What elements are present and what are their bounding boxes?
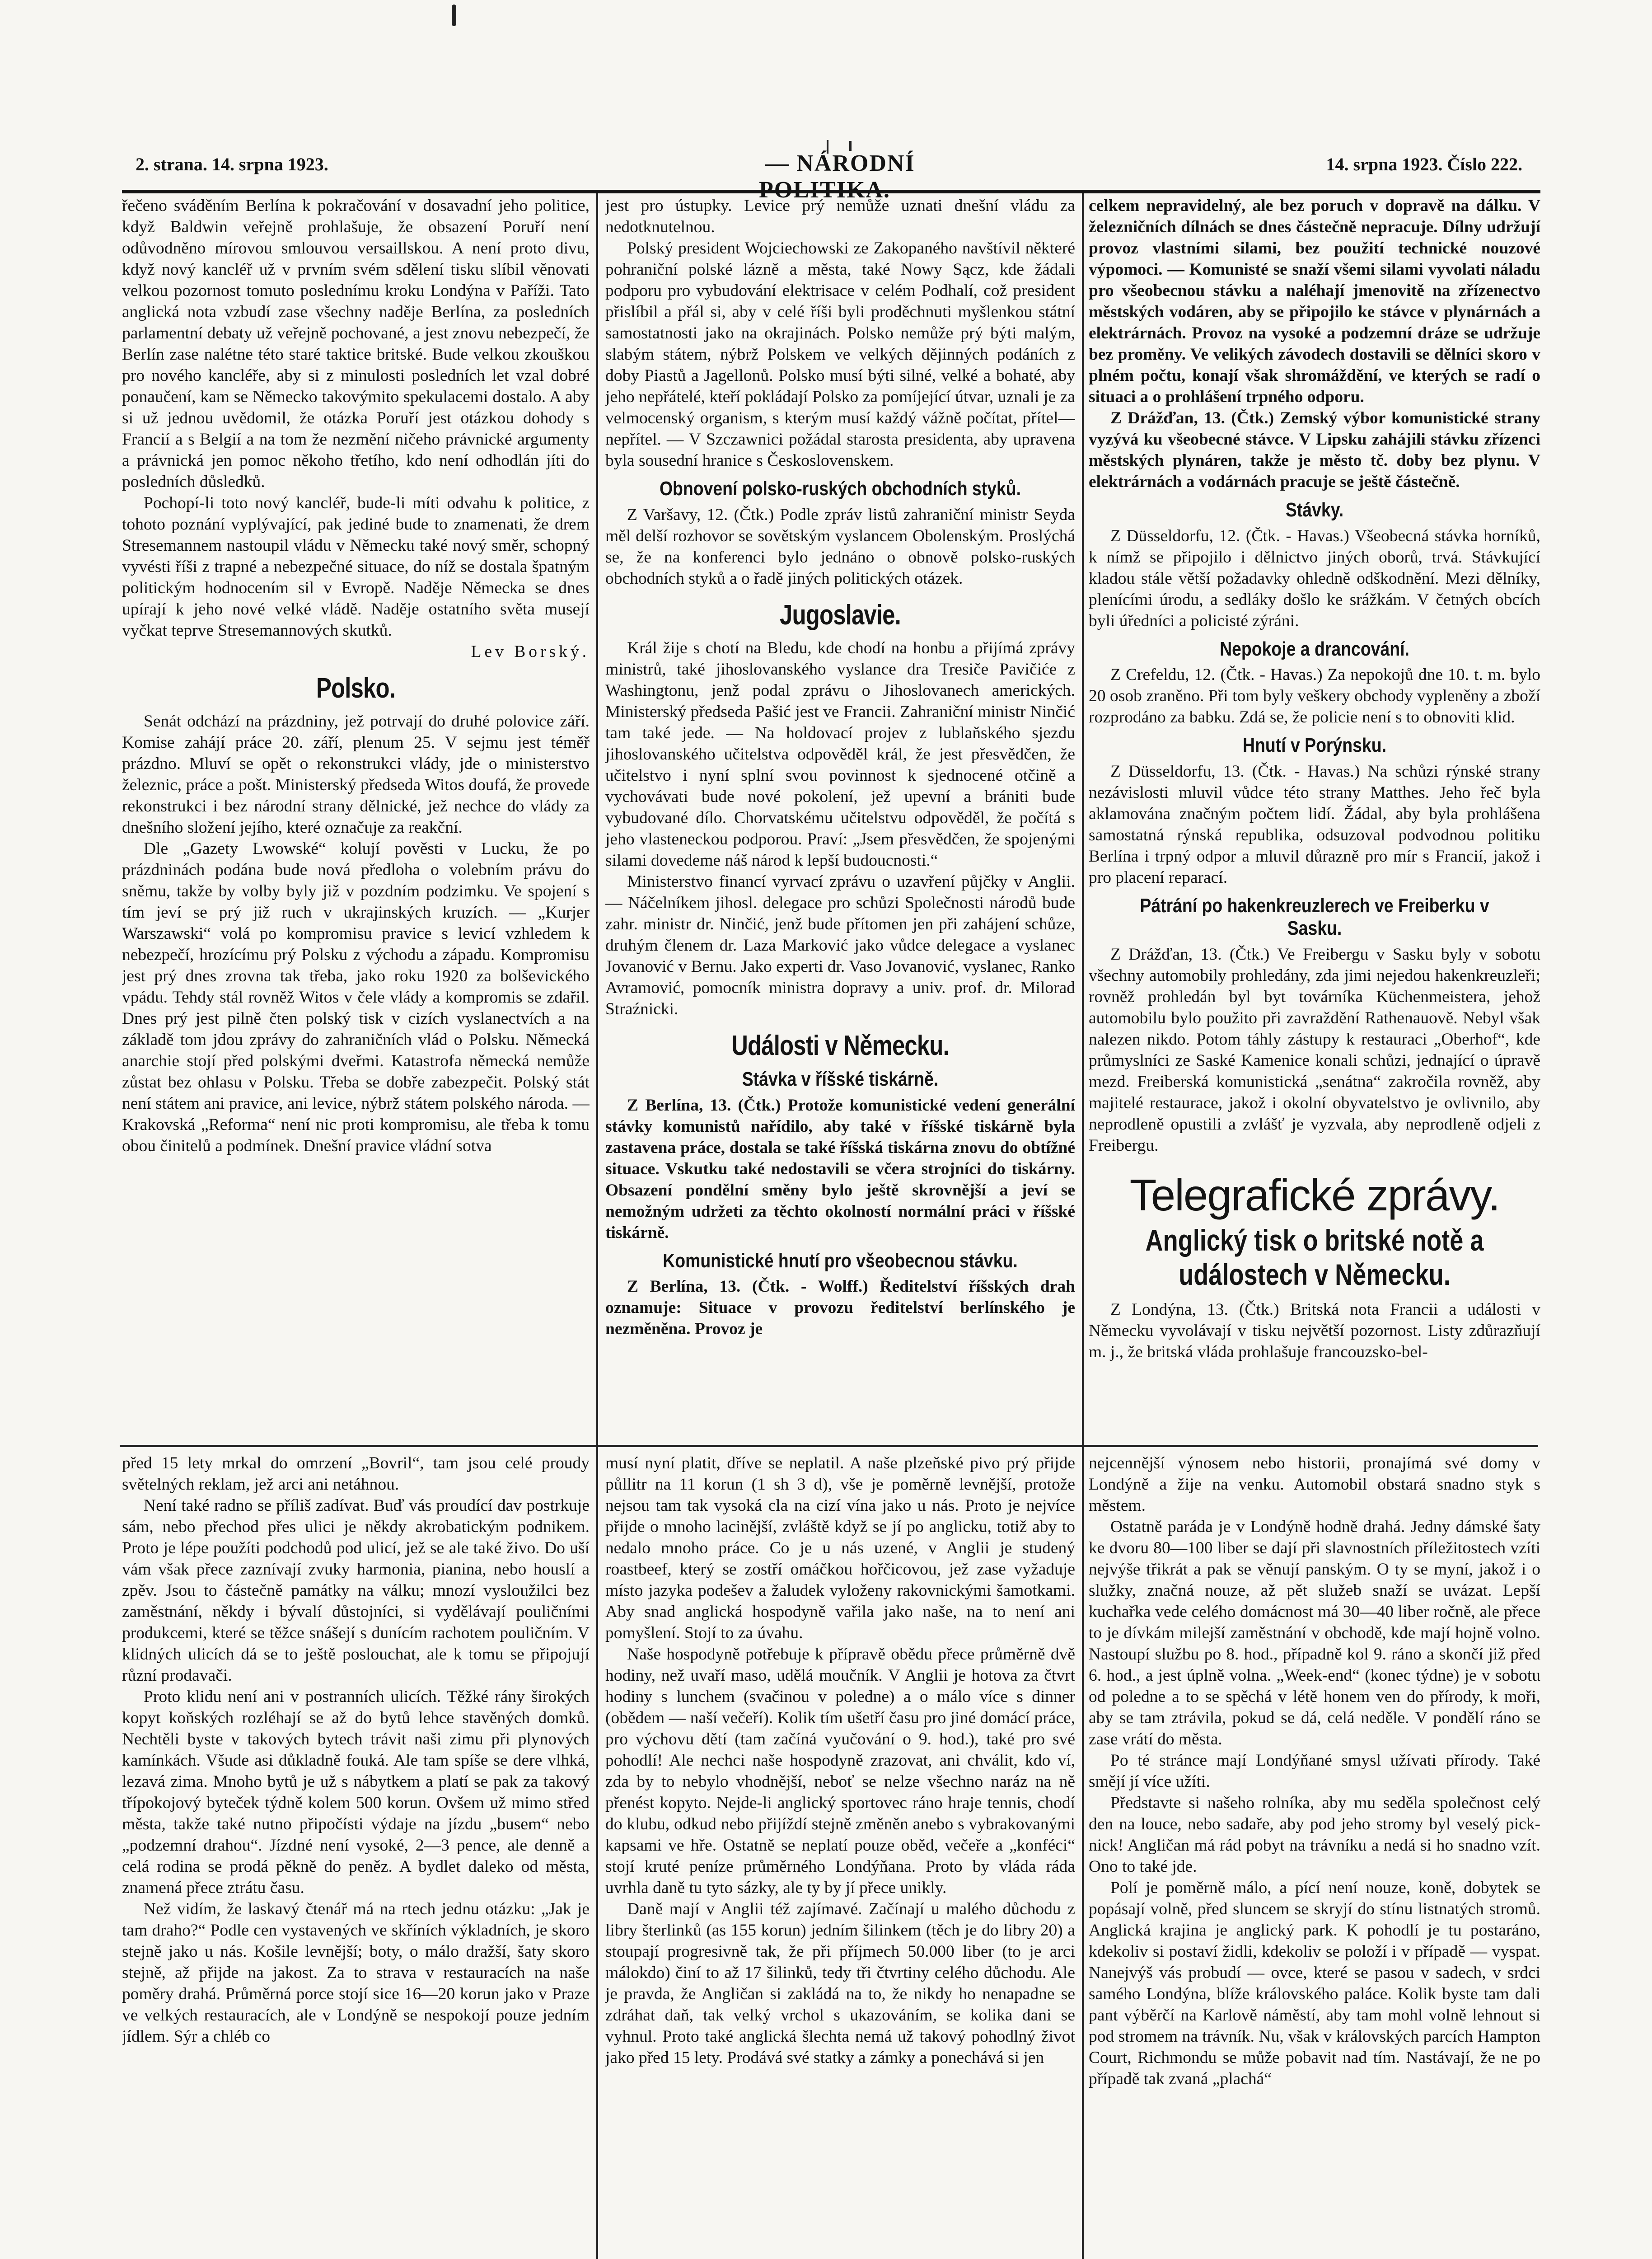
article-paragraph: Polský president Wojciechowski ze Zakopaného navštívil některé pohraniční polské lázně a města, také Nowy Sącz, kde žádali podporu pro vybudování elektrisace v celém Podhalí, což president přislíbil a přál si, aby v celé říši byli proděchnuti myšlenkou státní samostatnosti jako na okrajinách. Polsko nemůže prý býti malým, slabým státem, nýbrž Polskem ve velkých dějinných podáních z doby Piastů a Jagellonů. Polsko musí býti silné, velké a bohaté, aby jeho nepřátelé, kteří pokládají Polsko za pomíjející útvar, uznali je za velmocenský organism, s kterým musí každý vážně počítat, přítel—nepřítel. — V Szczawnici požádal starosta presidenta, aby upravena byla sousední hranice s Československem. — [605, 239, 1075, 470]
masthead — [131, 149, 1531, 192]
feuilleton-paragraph: Představte si našeho rolníka, aby mu seděla společnost celý den na louce, nebo sadaře, aby pod jeho stromy byl veselý pick-nick! Angličan má rád pobyt na trávníku a nedá si ho snadno vzít. Ono to také jde. — [1089, 1794, 1540, 1876]
article-paragraph: Z Varšavy, 12. (Čtk.) Podle zpráv listů zahraniční ministr Seyda měl delší rozhovor se sovětským vyslancem Obolenským. Proslýchá se, že na konferenci bylo jednáno o obnově polsko-ruských obchodních styků a o řadě jiných politických otázek. — [605, 505, 1075, 588]
article-paragraph: celkem nepravidelný, ale bez poruch v dopravě na dálku. V železničních dílnách se dnes částečně nepracuje. Dílny udržují provoz vlastními silami, bez použití technické nouzové výpomoci. — Komunisté se snaží všemi silami vyvolati náladu pro všeobecnou stávku a naléhají jmenovitě na zřízenectvo městských vodáren, aby se připojilo ke stávce v plynárnách a elektrárnách. Provoz na vysoké a podzemní dráze se udržuje bez proměny. Ve velikých závodech dostavili se dělníci skoro v plném počtu, konají však shromáždění, ve kterých se radí o situaci a o prohlášení trpného odporu. — [1089, 197, 1540, 406]
feuilleton-paragraph: musí nyní platit, dříve se neplatil. A naše plzeňské pivo prý přijde půllitr na 11 korun (1 sh 3 d), vše je poměrně levnější, protože nejsou tam tak vysoká cla na cizí vína jako u nás. Proto je nejvíce přijde o mnoho lacinější, zvláště když se jí po anglicku, totiž aby to nedalo mnoho práce. Co je u nás uzené, v Anglii je studený roastbeef, který se zostří omáčkou hořčicovou, jež zase vyžaduje místo jazyka podešev a žaludek vyloženy rakovnickými šamotkami. Aby snad anglická hospodyně vařila jako naše, na to není ani pomyšlení. Stojí to za úvahu. — [605, 1454, 1075, 1642]
article-paragraph: Z Londýna, 13. (Čtk.) Britská nota Francii a události v Německu vyvolávají v tisku největší pozornost. Listy zdůrazňují m. j., že britská vláda prohlašuje francouzsko-bel- — [1089, 1300, 1540, 1362]
article-paragraph: Z Düsseldorfu, 12. (Čtk. - Havas.) Všeobecná stávka horníků, k nímž se připojilo i dělnictvo jiných oborů, trvá. Stávkující kladou stále větší požadavky ohledně odškodnění. Mezi dělníky, plenícími úrodu, a sedláky došlo ke srážkám. V četných obcích byli úředníci a policisté zýráni. — [1089, 526, 1540, 630]
section-heading: Telegrafické zprávy. — [1129, 1170, 1500, 1220]
feuilleton-rule — [120, 1445, 1538, 1447]
column-2-upper — [605, 195, 1075, 1442]
feuilleton-paragraph: Než vidím, že laskavý čtenář má na rtech jednu otázku: „Jak je tam draho?“ Podle cen vystavených ve skříních výkladních, je skoro stejně jako u nás. Košile levnější; boty, o málo dražší, šaty skoro stejně, až přijde na jakost. Za to strava v restauracích na naše poměry drahá. Průměrná porce stojí sice 16—20 korun jako v Praze ve velkých restauracích, ale v Londýně se nespokojí pouze jedním jídlem. Sýr a chléb co — [122, 1900, 590, 2046]
masthead-rule — [122, 190, 1540, 193]
section-heading: Polsko. — [316, 673, 396, 704]
article-paragraph: Král žije s chotí na Bledu, kde chodí na honbu a přijímá zprávy ministrů, také jihoslovanského vyslance dra Tresiče Pavičiće z Washingtonu, jenž podal zprávu o Jihoslovanech amerických. Ministerský předseda Pašić jest ve Francii. Zahraniční ministr Ninčić tam také jede. — Na holdovací projev z lublaňského sjezdu jihoslovanského učitelstva odpověděl král, že jest přesvědčen, že učitelstvo i nyní splní svou povinnost k sjednocené otčině a vychovávati bude nové pokolení, jež upevní a brániti bude vybudované dílo. Chorvatskému učitelstvu odpověděl, že počítá s jeho vlasteneckou podporou. Praví: „Jsem přesvědčen, že spojenými silami dovedeme náš národ k lepší budoucnosti.“ — [605, 638, 1075, 870]
article-paragraph: Z Crefeldu, 12. (Čtk. - Havas.) Za nepokojů dne 10. t. m. bylo 20 osob zraněno. Při tom byly veškery obchody vypleněny a zboží rozprodáno za babku. Zdá se, že policie není s to obnoviti klid. — [1089, 666, 1540, 727]
feuilleton-paragraph: nejcennější výnosem nebo historii, pronajímá své domy v Londýně a žije na venku. Automobil obstará snadno styk s městem. — [1089, 1454, 1540, 1515]
column-rule — [1082, 193, 1084, 2259]
feuilleton-paragraph: Po té stránce mají Londýňané smysl užívati přírody. Také smějí jí více užíti. — [1089, 1751, 1540, 1791]
article-paragraph: řečeno sváděním Berlína k pokračování v dosavadní jeho politice, když Baldwin veřejně prohlašuje, že obsazení Poruří není odůvodněno mírovou smlouvou versaillskou. A není proto divu, když nový kancléř už v prvním svém sdělení tisku slíbil věnovati velkou pozornost tomuto poslednímu kroku Londýna v Paříži. Tato anglická nota vzbudí zase všechny naděje Berlína, za posledních parlamentní debaty už veřejně pochované, a jest znovu nebezpečí, že Berlín zase nalétne této staré taktice britské. Bude velkou zkouškou pro nového kancléře, aby si z minulosti posledních let vzal dobré ponaučení, kam se Německo takovýmito spekulacemi dostalo. A aby si už jednou uvědomil, že otázka Poruří jest otázkou dohody s Francií a s Belgií a na tom že nezmění ničeho právnické argumenty a právnická jen pomoc někoho třetího, kdo není odhodlán jíti do posledních důsledků. — [122, 197, 590, 491]
ink-mark — [452, 5, 456, 26]
column-rule — [596, 193, 598, 2259]
feuilleton-paragraph: Proto klidu není ani v postranních ulicích. Těžké rány širokých kopyt koňských rozléhají se až do bytů lehce stavěných domků. Nechtěli byste v takových bytech trávit naši zimu při plynových kamínkách. Všude asi důkladně fouká. Ale tam spíše se dere vlhká, lezavá zima. Mnoho bytů je už s nábytkem a platí se pak za takový třípokojový byteček týdně kolem 500 korun. Ovšem už mimo střed města, takže také nutno připočísti výdaje na jízdu „busem“ nebo „podzemní drahou“. Jízdné není vysoké, 2—3 pence, ale denně a celá rodina se prodá pěkně do peněz. A bydlet daleko od města, znamená přece ztrátu času. — [122, 1687, 590, 1897]
section-heading: Obnovení polsko-ruských obchodních styků. — [659, 478, 1021, 500]
article-paragraph: Pochopí-li toto nový kancléř, bude-li míti odvahu k politice, z tohoto poznání vyplývající, pak jediné bude to znamenati, že drem Stresemannem nastoupil vládu v Německu také nový směr, schopný vyvésti říši z trapné a nebezpečné situace, do níž se dostala špatným politickým hodnocením sil v Evropě. Naděje Německa se dnes upírají k jeho nové velké vládě. Naděje ostatního světa musejí vyčkat teprve Stresemannových skutků. — [122, 494, 590, 640]
article-paragraph: Ministerstvo financí vyrvací zprávu o uzavření půjčky v Anglii. — Náčelníkem jihosl. delegace pro schůzi Společnosti národů bude zahr. ministr dr. Ninčić, jenž bude přítomen jen při zahájení schůze, druhým členem dr. Laza Marković jako vůdce delegace a vyslanec Jovanović v Bernu. Jako experti dr. Vaso Jovanović, vyslanec, Ranko Avramović, pomocník ministra dopravy a univ. prof. dr. Milorad Straźnicki. — [605, 872, 1075, 1018]
feuilleton-paragraph: Daně mají v Anglii též zajímavé. Začínají u malého důchodu z libry šterlinků (as 155 korun) jedním šilinkem (těch je do libry 20) a stoupají progresivně tak, že při příjmech 50.000 liber (to je arci málokdo) činí to až 17 šilinků, tedy tři čtvrtiny celého důchodu. Ale je pravda, že Angličan si zakládá na to, že nikdy ho nenapadne se zdráhat daň, tak velký vrchol s ukazováním, se kolika dani se vyhnul. Proto také anglická šlechta nemá už takový pohodlný život jako před 15 lety. Prodává své statky a zámky a ponechává si jen — [605, 1900, 1075, 2067]
subsection-heading: Stávky. — [1285, 499, 1344, 521]
feuilleton-paragraph: před 15 lety mrkal do omrzení „Bovril“, tam jsou celé proudy světelných reklam, jež arci ani netáhnou. — [122, 1454, 590, 1494]
feuilleton-paragraph: Polí je poměrně málo, a pící není nouze, koně, dobytek se popásají volně, před sluncem se skryjí do stínu listnatých stromů. Anglická krajina je anglický park. K pohodlí je tu postaráno, kdekoliv si postaví židli, kdekoliv se položí i v případě — vyspat. Nanejvýš vás probudí — ovce, které se pasou v sadech, v srdci samého Londýna, blíže královského paláce. Kolik byste tam dali pant výběrčí na Karlově náměstí, aby tam mohl volně lehnout si pod stromem na trávník. Nu, však v královských parcích Hampton Court, Richmondu se může pobavit nad tím. Nastávají, že ne po případě tak zvaná „plachá“ — [1089, 1879, 1540, 2088]
newspaper-title: — NÁRODNÍ — [765, 150, 915, 176]
feuilleton-column-2 — [605, 1453, 1075, 2259]
article-paragraph: Z Berlína, 13. (Čtk.) Protože komunistické vedení generální stávky komunistů nařídilo, aby také v říšské tiskárně byla zastavena práce, dostala se také říšská tiskárna znovu do obtížné situace. Vskutku také nedostavili se včera strojníci do tiskárny. Obsazení pondělní směny bylo ještě skrovnější a jeví se nemožným udržeti za těchto okolností normální práci v říšské tiskárně. — [605, 1096, 1075, 1242]
feuilleton-column-1 — [122, 1453, 590, 2259]
article-paragraph: Z Berlína, 13. (Čtk. - Wolff.) Ředitelství říšských drah oznamuje: Situace v provozu ředitelství berlínského je nezměněna. Provoz je — [605, 1277, 1075, 1339]
subsection-heading: Anglický tisk o britské notě a událostech v Německu. — [1145, 1223, 1484, 1291]
column-1-upper — [122, 195, 590, 1442]
issue-info: 14. srpna 1923. Číslo 222. — [1326, 154, 1522, 174]
subsection-heading: Pátrání po hakenkreuzlerech ve Freiberku v Sasku. — [1140, 894, 1489, 940]
article-paragraph: Z Drážďan, 13. (Čtk.) Zemský výbor komunistické strany vyzývá ku všeobecné stávce. V Lipsku zahájili stávku zřízenci městských plynáren, takže je město tč. doby bez plynu. V elektrárnách a vodárnách pracuje se ještě částečně. — [1089, 409, 1540, 491]
article-paragraph: Dle „Gazety Lwowské“ kolují pověsti v Lucku, že po prázdninách podána bude nová předloha o volebním právu do sněmu, takže by volby byly již v pozdním podzimku. Ve spojení s tím jeví se prý již ruch v ukrajinských kruzích. — „Kurjer Warszawski“ volá po kompromisu pravice s levicí vzhledem k nebezpečí, hrozícímu prý Polsku z východu a západu. Kompromisu jest prý dnes zrovna tak třeba, jako roku 1920 za bolševického vpádu. Tehdy stál rovněž Witos v čele vlády a kompromis se zdařil. Dnes prý jest pilně čten polský tisk v cizích vyslanectvích a na základě tom jdou zprávy do zahraničních vlád o Polsku. Německá anarchie stojí před polskými dveřmi. Katastrofa německá nemůže zůstat bez ohlasu v Polsku. Třeba se dobře zabezpečit. Polský stát není státem ani pravice, ani levice, nýbrž státem polského národa. — Krakovská „Reforma“ není nic proti kompromisu, ale třeba k tomu obou činitelů a podmínek. Dnešní pravice vládní sotva — [122, 839, 590, 1156]
subsection-heading: Komunistické hnutí pro všeobecnou stávku. — [663, 1249, 1018, 1272]
subsection-heading: Hnutí v Porýnsku. — [1243, 734, 1386, 757]
column-3-upper — [1089, 195, 1540, 1442]
article-paragraph: jest pro ústupky. Levice prý nemůže uznati dnešní vládu za nedotknutelnou. — [605, 197, 1075, 236]
feuilleton-paragraph: Ostatně paráda je v Londýně hodně drahá. Jedny dámské šaty ke dvoru 80—100 liber se dají při slavnostních příležitostech vzíti nejvýše třikrát a pak se věnují panským. O ty se myní, jakož i o služky, značná nouze, až pět služeb snaží se uvázat. Lepší kuchařka vede celého domácnost má 30—40 liber ročně, ale přece to je dívkám milejší zaměstnání v obchodě, kde mají hojně volno. Nastoupí službu po 8. hod., případně kol 9. ráno a skončí již před 6. hod., a jest úplně volna. „Week-end“ (konec týdne) je v sobotu od poledne a to se spěchá v létě honem ven do přírody, k moři, aby se tam ztrávila, pokud se dá, celá neděle. V pondělí ráno se zase vrátí do města. — [1089, 1518, 1540, 1748]
page-info: 2. strana. 14. srpna 1923. — [136, 154, 328, 174]
subsection-heading: Nepokoje a drancování. — [1220, 637, 1409, 660]
subsection-heading: Stávka v říšské tiskárně. — [742, 1068, 939, 1091]
article-paragraph: Z Düsseldorfu, 13. (Čtk. - Havas.) Na schůzi rýnské strany nezávislosti mluvil vůdce této strany Matthes. Jeho řeč byla aklamována značným počtem lidí. Žádal, aby byla prohlášena samostatná rýnská republika, odsuzoval podvodnou politiku Berlína i trpný odpor a mluvil důrazně pro mír s Francií, jakož i pro placení reparací. — [1089, 762, 1540, 887]
author-signature: Lev Borský. — [471, 642, 590, 661]
section-heading: Jugoslavie. — [780, 599, 901, 631]
article-paragraph: Z Drážďan, 13. (Čtk.) Ve Freibergu v Sasku byly v sobotu všechny automobily prohledány, zda jimi nejedou hakenkreuzleři; rovněž prohledán byl byt továrníka Küchenmeistera, jehož automobilu bylo použito při zavraždění Rathenauově. Nebyl však nalezen nikdo. Potom táhly zástupy k restauraci „Oberhof“, kde průmyslníci ze Saské Kamenice konali schůzi, jednající o úpravě mezd. Freiberská komunistická „senátna“ zakročila rovněž, aby majitelé restaurace, jakož i okolní obyvatelstvo je ovlivnilo, aby neprodleně opustili a zvlášť je vyzvala, aby neprodleně odjeli z Freibergu. — [1089, 945, 1540, 1155]
feuilleton-paragraph: Naše hospodyně potřebuje k přípravě obědu přece průměrně dvě hodiny, než uvaří maso, udělá moučník. V Anglii je hotova za čtvrt hodiny s lunchem (svačinou v poledne) a o málo více s dinner (obědem — naší večeří). Kolik tím ušetří času pro jiné domácí práce, pro výchovu dětí (tam začíná vyučování o 9. hod.), také pro své pohodlí! Ale nechci naše hospodyně zrazovat, ani chválit, kdo ví, zda by to nebylo vhodnější, neboť se nelze všechno naráz na ně přenést kopyto. Nejde-li anglický sportovec ráno hraje tennis, chodí do klubu, odkud nebo přijíždí stejně změněn anebo s vybrakovanými kapsami ve hře. Ostatně se neplatí pouze oběd, večeře a „konféci“ stojí kruté peníze průměrného Londýňana. Proto by vláda ráda uvrhla daně tu tyto sázky, ale ty by jí přece unikly. — [605, 1645, 1075, 1897]
article-paragraph: Senát odchází na prázdniny, jež potrvají do druhé polovice září. Komise zahájí práce 20. září, plenum 25. V sejmu jest téměř prázdno. Mluví se opět o rekonstrukci vlády, jde o ministerstvo železnic, práce a pošt. Ministerský předseda Witos doufá, že provede rekonstrukci i bez národní strany dělnické, jež nechce do vlády za dnešního složení jejího, které označuje za reakční. — [122, 712, 590, 837]
feuilleton-column-3 — [1089, 1453, 1540, 2259]
section-heading: Události v Německu. — [731, 1030, 949, 1061]
feuilleton-paragraph: Není také radno se příliš zadívat. Buď vás proudící dav postrkuje sám, nebo přechod přes ulici je někdy akrobatickým podnikem. Proto je lépe použíti podchodů pod ulicí, jež se ale také živo. Do uší vám však přece zaznívají zvuky harmonia, pianina, nebo houslí a zpěv. Jsou to částečně památky na válku; mnozí vysloužilci bez zaměstnání, někdy i bývalí důstojníci, si vydělávají pouličními produkcemi, které se těžce snášejí s dunícím rachotem pouličním. V klidných ulicích dá se to ještě poslouchat, ale k tomu se připojují různí prodavači. — [122, 1496, 590, 1685]
